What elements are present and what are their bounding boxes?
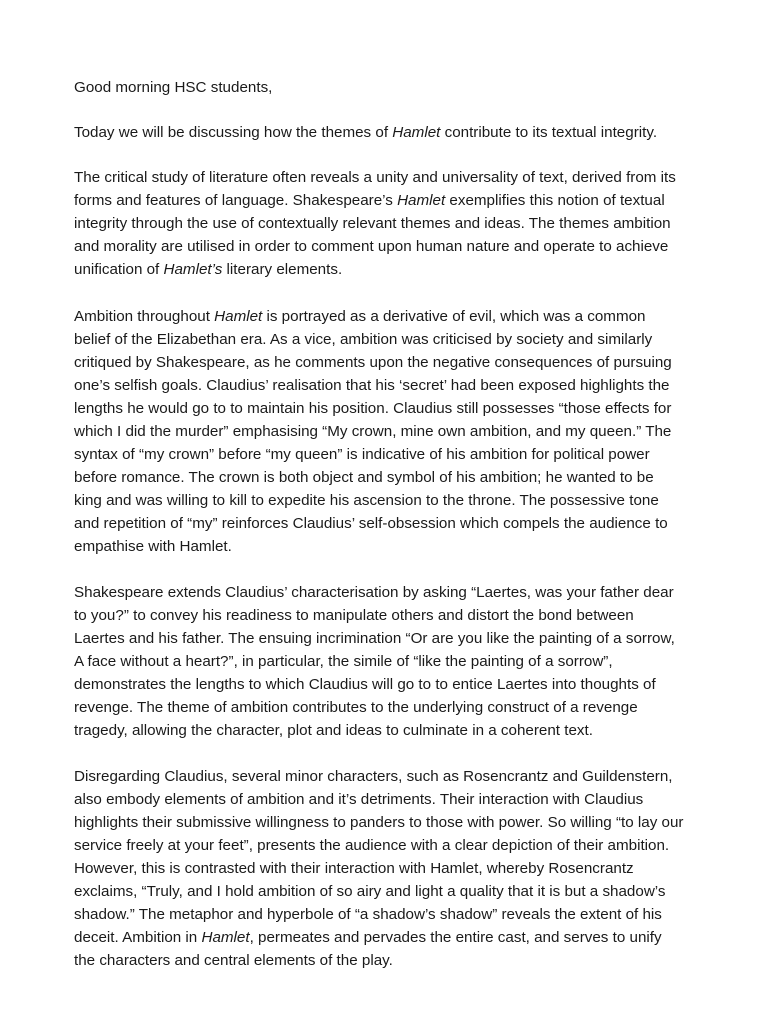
- text-line: [74, 857, 702, 880]
- text-line: [74, 512, 702, 535]
- text-line: [74, 328, 702, 351]
- text-line: [74, 166, 702, 189]
- text-run: Shakespeare extends Claudius’ characterisation by asking “Laertes, was your father dear: [74, 584, 674, 601]
- italic-title: Hamlet’s: [163, 261, 223, 278]
- text-line: [74, 765, 702, 788]
- text-run: Disregarding Claudius, several minor characters, such as Rosencrantz and Guildenstern,: [74, 768, 673, 785]
- text-run: Good morning HSC students,: [74, 79, 273, 96]
- text-run: Ambition throughout: [74, 308, 215, 325]
- paragraph-3: [74, 581, 702, 742]
- text-line: [74, 121, 702, 144]
- text-line: [74, 258, 702, 281]
- text-line: [74, 76, 702, 99]
- text-line: [74, 834, 702, 857]
- paragraph-2: [74, 305, 702, 558]
- text-run: contribute to its textual integrity.: [440, 124, 658, 141]
- text-line: [74, 535, 702, 558]
- italic-title: Hamlet: [392, 124, 441, 141]
- text-run: belief of the Elizabethan era. As a vice, ambition was criticised by society and similarly: [74, 331, 653, 348]
- text-line: [74, 466, 702, 489]
- text-run: before romance. The crown is both object and symbol of his ambition; he wanted to be: [74, 469, 654, 486]
- text-run: , permeates and pervades the entire cast, and serves to unify: [249, 929, 662, 946]
- text-run: However, this is contrasted with their interaction with Hamlet, whereby Rosencrantz: [74, 860, 634, 877]
- text-run: shadow.” The metaphor and hyperbole of “a shadow’s shadow” reveals the extent of his: [74, 906, 662, 923]
- text-run: literary elements.: [222, 261, 343, 278]
- text-run: one’s selfish goals. Claudius’ realisation that his ‘secret’ had been exposed highlights the: [74, 377, 670, 394]
- text-run: deceit. Ambition in: [74, 929, 202, 946]
- text-run: exclaims, “Truly, and I hold ambition of so airy and light a quality that it is but a shadow’s: [74, 883, 666, 900]
- italic-title: Hamlet: [214, 308, 263, 325]
- text-run: A face without a heart?”, in particular, the simile of “like the painting of a sorrow”,: [74, 653, 613, 670]
- text-line: [74, 949, 702, 972]
- text-line: [74, 627, 702, 650]
- text-line: [74, 351, 702, 374]
- text-run: integrity through the use of contextually relevant themes and ideas. The themes ambition: [74, 215, 671, 232]
- text-run: also embody elements of ambition and it’s detriments. Their interaction with Claudius: [74, 791, 644, 808]
- text-run: and repetition of “my” reinforces Claudius’ self-obsession which compels the audience to: [74, 515, 668, 532]
- text-run: Laertes and his father. The ensuing incrimination “Or are you like the painting of a sorrow,: [74, 630, 675, 647]
- text-run: The critical study of literature often reveals a unity and universality of text, derived from its: [74, 169, 676, 186]
- text-run: the characters and central elements of the play.: [74, 952, 393, 969]
- intro-paragraph: [74, 121, 702, 144]
- text-line: [74, 926, 702, 949]
- text-line: [74, 420, 702, 443]
- text-run: demonstrates the lengths to which Claudius will go to to entice Laertes into thoughts of: [74, 676, 656, 693]
- text-run: lengths he would go to to maintain his position. Claudius still possesses “those effects for: [74, 400, 672, 417]
- text-line: [74, 235, 702, 258]
- text-run: to you?” to convey his readiness to manipulate others and distort the bond between: [74, 607, 634, 624]
- paragraph-1: [74, 166, 702, 281]
- text-run: which I did the murder” emphasising “My crown, mine own ambition, and my queen.” The: [74, 423, 672, 440]
- text-line: [74, 581, 702, 604]
- text-line: [74, 189, 702, 212]
- text-line: [74, 811, 702, 834]
- text-run: king and was willing to kill to expedite his ascension to the throne. The possessive tone: [74, 492, 659, 509]
- text-run: empathise with Hamlet.: [74, 538, 232, 555]
- text-line: [74, 397, 702, 420]
- text-line: [74, 650, 702, 673]
- text-run: revenge. The theme of ambition contributes to the underlying construct of a revenge: [74, 699, 638, 716]
- text-run: critiqued by Shakespeare, as he comments upon the negative consequences of pursuing: [74, 354, 672, 371]
- text-line: [74, 443, 702, 466]
- paragraph-4: [74, 765, 702, 972]
- text-run: is portrayed as a derivative of evil, which was a common: [262, 308, 646, 325]
- text-run: forms and features of language. Shakespeare’s: [74, 192, 398, 209]
- text-line: [74, 719, 702, 742]
- italic-title: Hamlet: [397, 192, 446, 209]
- italic-title: Hamlet: [201, 929, 250, 946]
- text-line: [74, 604, 702, 627]
- text-run: and morality are utilised in order to comment upon human nature and operate to achieve: [74, 238, 669, 255]
- text-run: service freely at your feet”, presents the audience with a clear depiction of their ambition.: [74, 837, 670, 854]
- text-line: [74, 673, 702, 696]
- text-run: highlights their submissive willingness to panders to those with power. So willing “to lay our: [74, 814, 684, 831]
- text-line: [74, 489, 702, 512]
- text-run: Today we will be discussing how the themes of: [74, 124, 393, 141]
- text-run: unification of: [74, 261, 164, 278]
- text-run: exemplifies this notion of textual: [445, 192, 665, 209]
- text-line: [74, 880, 702, 903]
- greeting: [74, 76, 702, 99]
- text-line: [74, 212, 702, 235]
- text-run: syntax of “my crown” before “my queen” is indicative of his ambition for political power: [74, 446, 650, 463]
- text-line: [74, 788, 702, 811]
- text-run: tragedy, allowing the character, plot and ideas to culminate in a coherent text.: [74, 722, 593, 739]
- text-line: [74, 305, 702, 328]
- text-line: [74, 374, 702, 397]
- text-line: [74, 696, 702, 719]
- text-line: [74, 903, 702, 926]
